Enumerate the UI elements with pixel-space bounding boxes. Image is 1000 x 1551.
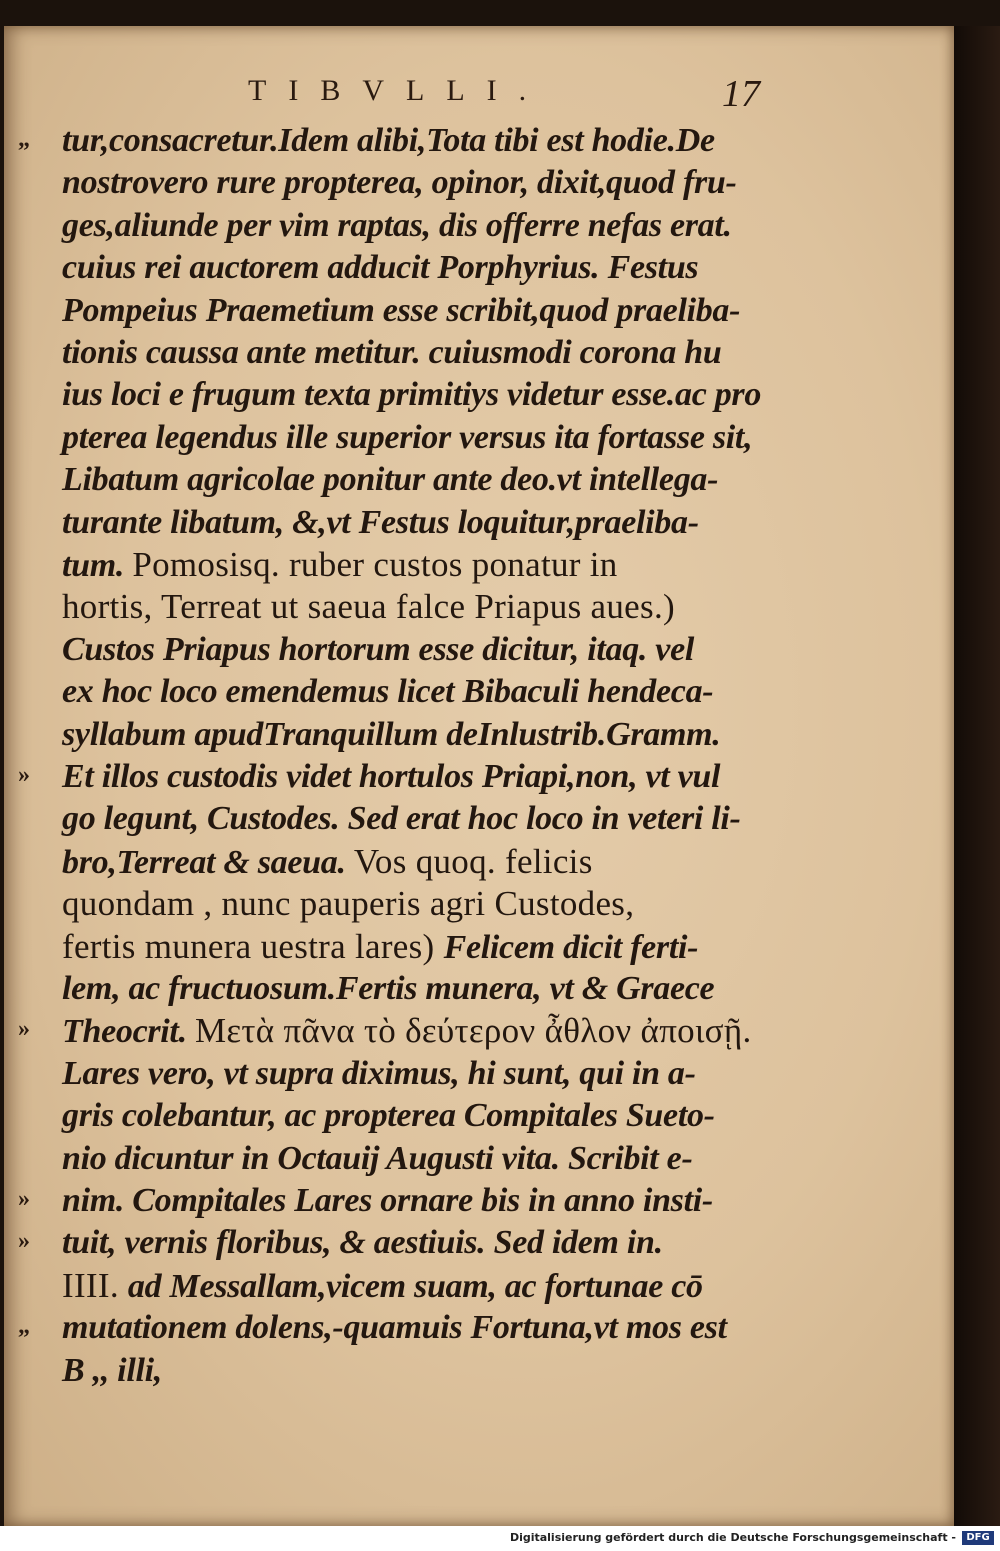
italic-text: syllabum apudTranquillum deInlustrib.Gramm. <box>62 715 721 753</box>
text-line <box>62 627 762 672</box>
running-header: TIBVLLI. <box>248 74 549 107</box>
text-line <box>62 1051 762 1096</box>
italic-text: Custos Priapus hortorum esse dicitur, itaq. vel <box>62 630 695 668</box>
italic-text: tionis caussa ante metitur. cuiusmodi corona hu <box>62 334 722 371</box>
roman-text: Pomosisq. ruber custos ponatur in <box>132 545 618 584</box>
text-line <box>62 160 762 205</box>
text-line <box>62 754 762 799</box>
quote-mark: » <box>18 762 30 788</box>
funding-note: Digitalisierung gefördert durch die Deutsche Forschungsgemeinschaft - <box>509 1531 956 1544</box>
text-line <box>62 1263 762 1308</box>
italic-text: gris colebantur, ac propterea Compitales Sueto- <box>62 1097 715 1135</box>
italic-text: Libatum agricolae ponitur ante deo.vt intellega- <box>62 461 719 499</box>
italic-text: ex hoc loco emendemus licet Bibaculi hendeca- <box>62 673 714 711</box>
text-line <box>62 839 762 884</box>
quote-mark: „ <box>18 1313 30 1340</box>
text-line <box>62 1093 762 1138</box>
quote-mark: » <box>18 1186 30 1212</box>
quote-mark: » <box>18 1016 30 1043</box>
italic-text: ges,aliunde per vim raptas, dis offerre nefas erat. <box>62 206 732 244</box>
italic-text: tur,consacretur.Idem alibi,Tota tibi est hodie.De <box>62 122 715 159</box>
text-line <box>62 712 762 757</box>
italic-text: Lares vero, vt supra diximus, hi sunt, qui in a- <box>62 1054 696 1092</box>
text-line <box>62 1178 762 1223</box>
italic-text: turante libatum, &,vt Festus loquitur,praeliba- <box>62 503 699 541</box>
italic-text: ad Messallam,vicem suam, ac fortunae cō <box>127 1267 703 1305</box>
text-line <box>62 203 762 248</box>
italic-text: tuit, vernis floribus, & aestiuis. Sed idem in. <box>62 1224 663 1262</box>
text-line <box>62 924 762 969</box>
italic-text: Et illos custodis videt hortulos Priapi,non, vt vul <box>62 758 721 795</box>
italic-text: B ,, illi, <box>62 1351 162 1389</box>
italic-text: nostrovero rure propterea, opinor, dixit,quod fru- <box>62 164 737 202</box>
roman-text: Μετὰ πᾶνα τὸ δεύτερον ἆθλον ἀποισῇ. <box>194 1011 752 1051</box>
text-line <box>62 288 762 333</box>
italic-text: ius loci e frugum texta primitiys videtur esse.ac pro <box>62 376 762 414</box>
italic-text: Felicem dicit ferti- <box>443 928 699 966</box>
italic-text: nim. Compitales Lares ornare bis in anno insti- <box>62 1182 713 1219</box>
text-line <box>62 1008 762 1053</box>
text-line <box>62 415 762 460</box>
roman-text: hortis, Terreat ut saeua falce Priapus aues.) <box>62 587 675 627</box>
text-line <box>62 1136 762 1181</box>
roman-text: fertis munera uestra lares) <box>62 926 444 966</box>
italic-text: tum. <box>62 547 133 584</box>
text-line <box>62 584 762 629</box>
text-line <box>62 457 762 502</box>
italic-text: lem, ac fructuosum.Fertis munera, vt & Graece <box>62 970 715 1007</box>
text-line <box>62 542 762 587</box>
page-edge-shadow <box>954 26 1000 1526</box>
italic-text: Theocrit. <box>62 1013 195 1051</box>
italic-text: pterea legendus ille superior versus ita fortasse sit, <box>62 418 753 456</box>
italic-text: bro,Terreat & saeua. <box>62 843 354 881</box>
roman-text: quondam , nunc pauperis agri Custodes, <box>62 884 635 924</box>
roman-text: IIII. <box>62 1265 128 1305</box>
text-line <box>62 1348 762 1393</box>
italic-text: Pompeius Praemetium esse scribit,quod praeliba- <box>62 291 741 329</box>
page-number: 17 <box>722 73 760 115</box>
text-line <box>62 118 762 163</box>
text-line <box>62 796 762 841</box>
text-line <box>62 245 762 290</box>
dfg-logo: DFG <box>962 1531 994 1545</box>
italic-text: nio dicuntur in Octauij Augusti vita. Scribit e- <box>62 1139 693 1177</box>
roman-text: Vos quoq. felicis <box>353 841 593 881</box>
text-line <box>62 966 762 1011</box>
text-line <box>62 372 762 417</box>
italic-text: mutationem dolens,-quamuis Fortuna,vt mos est <box>62 1309 727 1347</box>
text-line <box>62 1305 762 1350</box>
italic-text: cuius rei auctorem adducit Porphyrius. Festus <box>62 249 699 287</box>
text-line <box>62 500 762 545</box>
text-line <box>62 330 762 375</box>
text-line <box>62 1220 762 1265</box>
quote-mark: „ <box>18 126 30 152</box>
italic-text: go legunt, Custodes. Sed erat hoc loco in veteri li- <box>62 800 741 838</box>
text-line <box>62 669 762 714</box>
text-line <box>62 881 762 926</box>
quote-mark: » <box>18 1228 30 1255</box>
